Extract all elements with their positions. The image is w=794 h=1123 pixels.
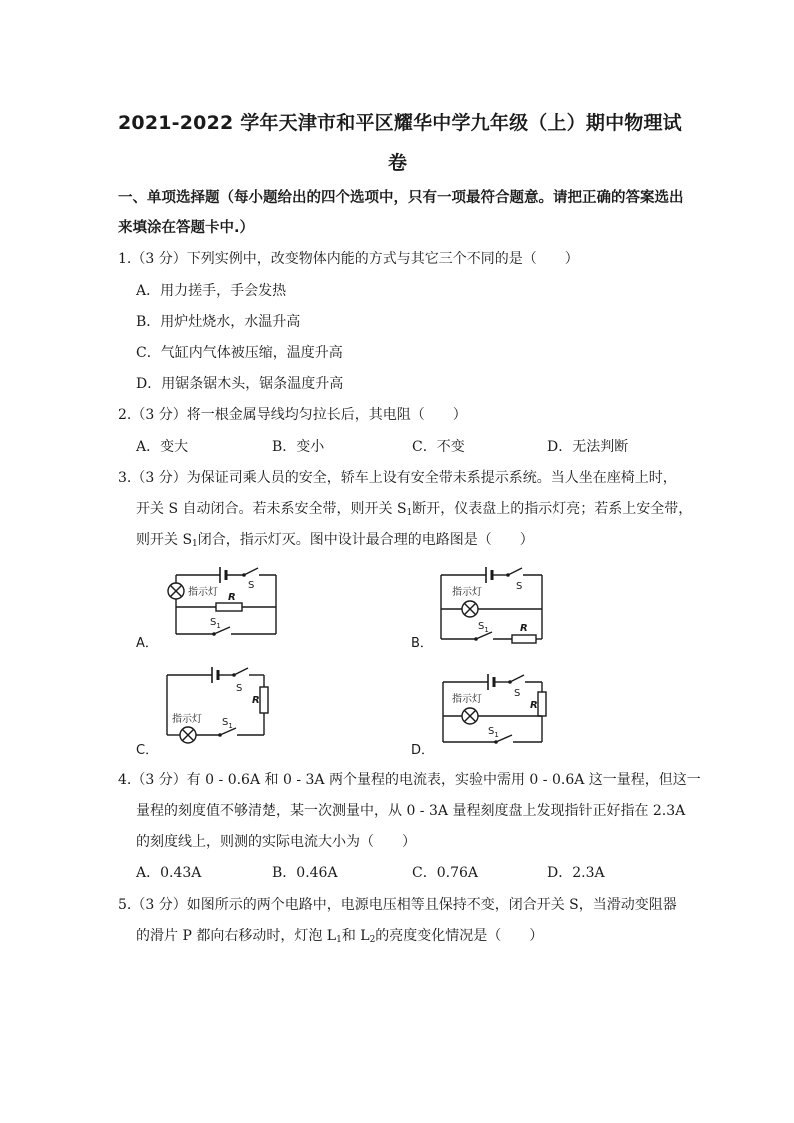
question-3-option-b-label: B． [411, 636, 433, 651]
circuit-a-switch-s-label: S [248, 580, 255, 591]
question-2-option-d: D．无法判断 [547, 439, 629, 455]
question-2-option-a: A．变大 [136, 439, 189, 455]
circuit-d-switch-s-label: S [514, 688, 521, 699]
circuit-c-switch-s1-label: $S_1$ [222, 717, 233, 730]
circuit-a-lamp-label: 指示灯 [188, 587, 218, 598]
page-title-line-2: 卷 [388, 152, 408, 174]
question-4-line-1: 4.（3 分）有 0 - 0.6A 和 0 - 3A 两个量程的电流表，实验中需用 0 - 0.6A 这一量程，但这一 [118, 772, 701, 788]
section-header-line-1: 一、单项选择题（每小题给出的四个选项中，只有一项最符合题意。请把正确的答案选出 [118, 190, 684, 206]
page-title-line-1: 2021-2022 学年天津市和平区耀华中学九年级（上）期中物理试 [118, 112, 682, 134]
circuit-c-resistor-label: R [252, 695, 260, 706]
circuit-a-switch-s1-label: $S_1$ [210, 617, 221, 630]
question-2-option-c: C．不变 [412, 439, 465, 455]
circuit-d-switch-s1-label: $S_1$ [488, 726, 499, 739]
circuit-d-resistor-label: R [530, 700, 538, 711]
section-header-line-2: 来填涂在答题卡中.） [118, 220, 255, 236]
question-3-line-3: 则开关 $S_1$闭合，指示灯灭。图中设计最合理的电路图是（ ） [136, 532, 534, 549]
question-2-stem: 2.（3 分）将一根金属导线均匀拉长后，其电阻（ ） [118, 407, 467, 423]
question-4-option-b: B．0.46A [272, 865, 338, 881]
circuit-c-switch-s-label: S [236, 683, 243, 694]
question-2-option-b: B．变小 [272, 439, 325, 455]
question-3-option-a-label: A． [136, 636, 158, 651]
question-4-option-c: C．0.76A [412, 865, 478, 881]
question-5-line-2: 的滑片 P 都向右移动时，灯泡 $L_1$和 $L_2$的亮度变化情况是（ ） [136, 928, 544, 945]
circuit-diagram-b [438, 565, 548, 645]
question-4-option-a: A．0.43A [136, 865, 202, 881]
question-1-option-b: B．用炉灶烧水，水温升高 [136, 314, 301, 330]
question-5-line-1: 5.（3 分）如图所示的两个电路中，电源电压相等且保持不变，闭合开关 S，当滑动变阻器 [118, 897, 677, 913]
question-3-line-2: 开关 S 自动闭合。若未系安全带，则开关 $S_1$断开，仪表盘上的指示灯亮；若系上安全带， [136, 501, 693, 518]
question-3-line-1: 3.（3 分）为保证司乘人员的安全，轿车上设有安全带未系提示系统。当人坐在座椅上时， [118, 470, 677, 486]
circuit-b-switch-s1-label: $S_1$ [478, 621, 489, 634]
circuit-b-resistor-label: R [520, 623, 528, 634]
circuit-d-lamp-label: 指示灯 [452, 694, 482, 705]
question-4-option-d: D．2.3A [547, 865, 605, 881]
question-4-line-2: 量程的刻度值不够清楚，某一次测量中，从 0 - 3A 量程刻度盘上发现指针正好指在 2.3A [136, 803, 686, 819]
circuit-b-lamp-label: 指示灯 [452, 587, 482, 598]
question-1-option-a: A．用力搓手，手会发热 [136, 283, 287, 299]
question-3-option-c-label: C． [136, 743, 159, 758]
circuit-b-switch-s-label: S [516, 581, 523, 592]
circuit-a-resistor-label: R [228, 592, 236, 603]
question-1-option-d: D．用锯条锯木头，锯条温度升高 [136, 376, 344, 392]
question-4-line-3: 的刻度线上，则测的实际电流大小为（ ） [136, 834, 416, 850]
circuit-c-lamp-label: 指示灯 [172, 714, 202, 725]
circuit-diagram-d [440, 672, 552, 752]
circuit-diagram-c [164, 665, 276, 745]
question-3-option-d-label: D． [411, 743, 435, 758]
question-1-stem: 1.（3 分）下列实例中，改变物体内能的方式与其它三个不同的是（ ） [118, 251, 579, 267]
question-1-option-c: C．气缸内气体被压缩，温度升高 [136, 345, 343, 361]
circuit-diagram-a [160, 565, 280, 640]
